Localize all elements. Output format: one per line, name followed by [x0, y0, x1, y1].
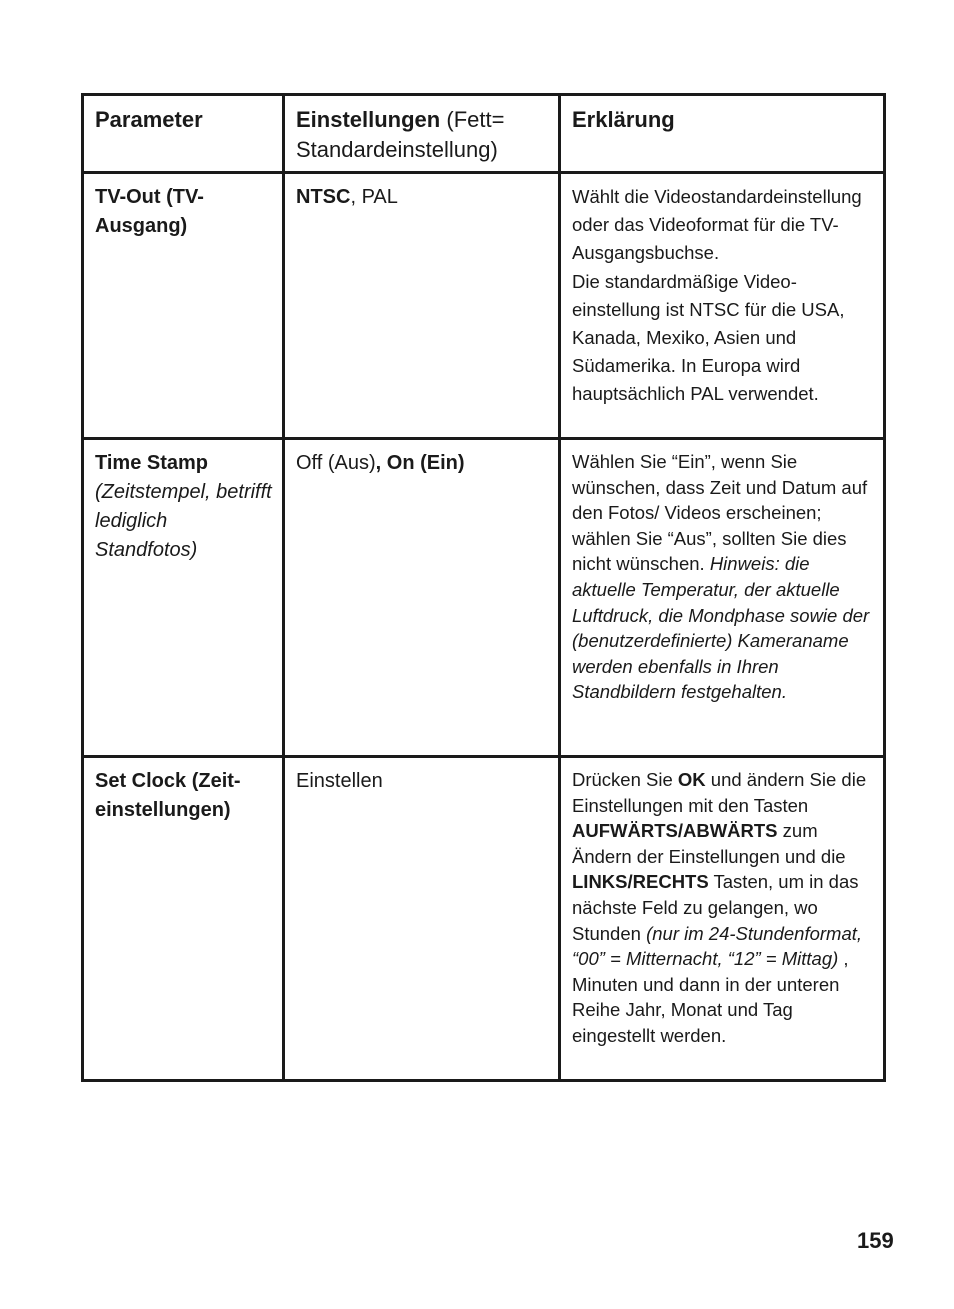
header-settings-note-line2: Standardeinstellung) — [296, 137, 498, 162]
header-settings-note: (Fett= — [440, 107, 505, 132]
page-number: 159 — [857, 1228, 894, 1253]
explanation-text: zum Ändern der Einstellungen und die — [572, 820, 846, 867]
up-down-key-label: AUFWÄRTS/ABWÄRTS — [572, 820, 778, 842]
setting-option: , PAL — [350, 186, 398, 208]
header-settings — [284, 95, 560, 173]
parameter-name: Time Stamp — [95, 452, 208, 474]
table-header-row — [83, 95, 885, 173]
explanation-note: (nur im 24-Stundenformat, “00” = Mitternacht, “12” = Mittag) — [572, 922, 863, 970]
explanation-cell — [560, 173, 885, 439]
setting-cell — [284, 757, 560, 1081]
explanation-cell — [560, 757, 885, 1081]
parameter-cell — [83, 439, 284, 757]
table-row — [83, 757, 885, 1081]
parameter-cell — [83, 757, 284, 1081]
explanation-cell — [560, 439, 885, 757]
explanation-text: Wählen Sie “Ein”, wenn Sie wünschen, dass Zeit und Datum auf den Fotos/ Videos erscheinen; wählen Sie “Aus”, sollten Sie dies nicht wünschen. — [572, 451, 868, 575]
left-right-key-label: LINKS/RECHTS — [572, 871, 709, 893]
explanation-text: , Minuten und dann in der unteren Reihe Jahr, Monat und Tag eingestellt werden. — [572, 948, 849, 1046]
header-explanation-label: Erklärung — [572, 107, 675, 132]
header-parameter — [83, 95, 284, 173]
settings-table — [81, 93, 886, 1082]
parameter-name: Set Clock (Zeit-einstellungen) — [95, 770, 241, 821]
explanation-text: Drücken Sie — [572, 769, 678, 790]
explanation-note: Hinweis: die aktuelle Temperatur, der aktuelle Luftdruck, die Mondphase sowie der (benutzerdefinierte) Kameraname werden ebenfalls in Ihren Standbildern festgehalten. — [572, 553, 870, 703]
setting-option: Off (Aus) — [296, 452, 376, 474]
ok-key-label: OK — [677, 769, 706, 790]
explanation-text: und ändern Sie die Einstellungen mit den Tasten — [572, 769, 867, 816]
parameter-note: (Zeitstempel, betrifft lediglich Standfotos) — [95, 481, 272, 561]
header-explanation — [560, 95, 885, 173]
setting-cell — [284, 173, 560, 439]
explanation-text: Tasten, um in das nächste Feld zu gelangen, wo Stunden — [572, 871, 859, 944]
table-row — [83, 439, 885, 757]
explanation-text: Die standardmäßige Video-einstellung ist NTSC für die USA, Kanada, Mexiko, Asien und Südamerika. In Europa wird hauptsächlich PAL verwendet. — [572, 270, 845, 405]
header-parameter-label: Parameter — [95, 107, 203, 132]
setting-cell — [284, 439, 560, 757]
setting-option: Einstellen — [296, 770, 383, 792]
setting-default: , On (Ein) — [375, 452, 465, 474]
header-settings-label: Einstellungen — [296, 107, 441, 132]
setting-default: NTSC — [296, 186, 351, 208]
table-row — [83, 173, 885, 439]
parameter-cell — [83, 173, 284, 439]
explanation-text: Wählt die Videostandardeinstellung oder das Videoformat für die TV-Ausgangsbuchse. — [572, 186, 862, 264]
parameter-name: TV-Out (TV-Ausgang) — [95, 186, 204, 237]
